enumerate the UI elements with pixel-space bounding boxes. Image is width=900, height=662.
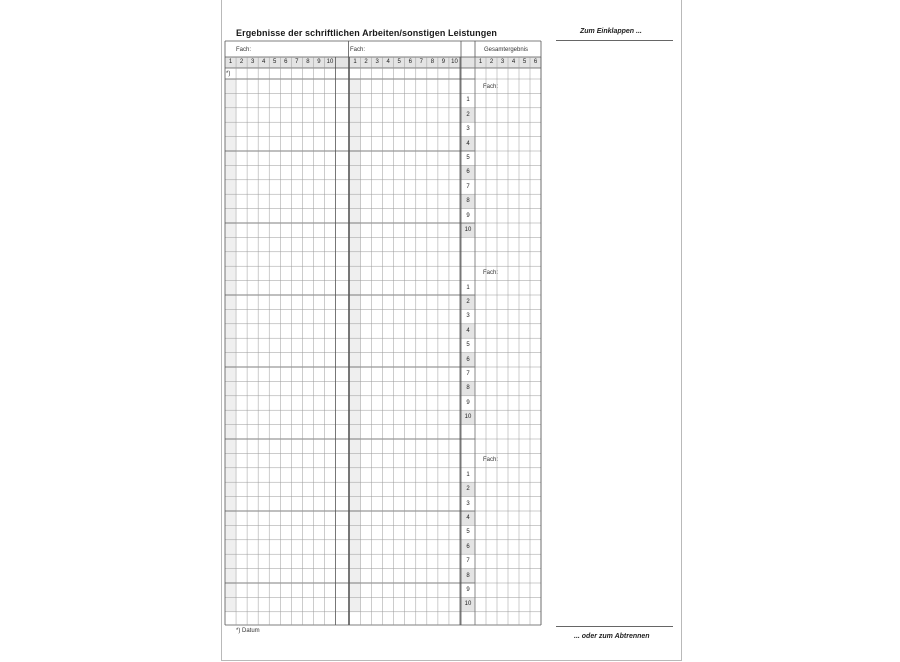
column-number: 7 — [419, 59, 423, 65]
shaded-cell — [350, 93, 361, 107]
row-number: 3 — [466, 500, 470, 507]
row-number: 6 — [466, 169, 470, 176]
form-sheet — [221, 0, 682, 661]
column-number: 3 — [375, 59, 379, 65]
column-number: 5 — [273, 59, 277, 65]
column-number: 4 — [386, 59, 390, 65]
fold-line-bottom — [556, 626, 673, 627]
shaded-cell — [225, 338, 236, 352]
column-number: 2 — [489, 59, 494, 65]
row-number: 6 — [466, 543, 470, 550]
column-number: 4 — [261, 59, 266, 65]
shaded-cell — [225, 381, 236, 395]
fach-label-2: Fach: — [350, 47, 366, 53]
shaded-cell — [225, 425, 236, 439]
column-number: 6 — [533, 59, 538, 65]
row-number: 4 — [466, 327, 470, 334]
column-number: 6 — [408, 59, 412, 65]
column-number: 10 — [451, 59, 458, 65]
shaded-cell — [225, 194, 236, 208]
sheet-title: Ergebnisse der schriftlichen Arbeiten/sonstigen Leistungen — [236, 28, 498, 38]
shaded-cell — [350, 252, 361, 266]
shaded-cell — [350, 554, 361, 568]
column-number: 5 — [522, 59, 527, 65]
row-number: 1 — [466, 97, 470, 104]
shaded-cell — [225, 410, 236, 424]
row-number: 5 — [466, 342, 470, 349]
shaded-cell — [350, 367, 361, 381]
row-number: 2 — [466, 111, 470, 118]
fach-label-1: Fach: — [236, 47, 252, 53]
shaded-cell — [350, 295, 361, 309]
row-number: 9 — [466, 399, 470, 406]
shaded-cell — [350, 165, 361, 179]
row-number: 6 — [466, 356, 470, 363]
row-number: 7 — [466, 371, 470, 377]
row-number: 7 — [466, 558, 470, 565]
shaded-cell — [350, 497, 361, 511]
column-number: 3 — [250, 59, 255, 65]
row-number: 2 — [466, 299, 470, 305]
shaded-cell — [225, 468, 236, 482]
row-number: 2 — [466, 486, 470, 493]
shaded-cell — [225, 583, 236, 597]
shaded-cell — [225, 367, 236, 381]
row-number: 4 — [466, 515, 470, 521]
footnote-datum: *) Datum — [236, 628, 260, 634]
shaded-cell — [225, 453, 236, 467]
column-number: 6 — [284, 59, 288, 65]
shaded-cell — [350, 453, 361, 467]
shaded-cell — [350, 482, 361, 496]
shaded-cell — [350, 381, 361, 395]
shaded-cell — [225, 79, 236, 93]
shaded-cell — [225, 281, 236, 295]
gesamt-label: Gesamtergebnis — [484, 47, 529, 53]
shaded-cell — [225, 540, 236, 554]
shaded-cell — [225, 324, 236, 338]
shaded-cell — [225, 266, 236, 280]
row-number: 8 — [466, 572, 470, 579]
datum-marker: *) — [226, 71, 231, 77]
fach-label-block-2: Fach: — [483, 270, 499, 276]
shaded-cell — [225, 525, 236, 539]
shaded-cell — [350, 151, 361, 165]
shaded-cell — [225, 353, 236, 367]
row-number: 3 — [466, 313, 470, 320]
column-number: 4 — [511, 59, 516, 65]
column-number: 1 — [353, 59, 357, 65]
column-number: 2 — [239, 59, 244, 65]
shaded-cell — [350, 396, 361, 410]
column-number: 9 — [441, 59, 446, 65]
column-number: 1 — [478, 59, 483, 65]
shaded-cell — [225, 309, 236, 323]
shaded-cell — [225, 209, 236, 223]
shaded-cell — [225, 597, 236, 611]
shaded-cell — [350, 194, 361, 208]
row-number: 4 — [466, 140, 470, 147]
shaded-cell — [350, 180, 361, 194]
column-number: 10 — [326, 59, 334, 65]
row-number: 9 — [466, 212, 470, 219]
shaded-cell — [350, 266, 361, 280]
shaded-cell — [350, 425, 361, 439]
shaded-cell — [225, 180, 236, 194]
shaded-cell — [350, 309, 361, 323]
column-number: 3 — [500, 59, 505, 65]
column-number: 2 — [364, 59, 368, 65]
shaded-cell — [350, 223, 361, 237]
fach-label-block-1: Fach: — [483, 84, 499, 90]
shaded-cell — [350, 353, 361, 367]
shaded-cell — [225, 554, 236, 568]
row-number: 8 — [466, 198, 470, 205]
shaded-cell — [225, 122, 236, 136]
results-grid — [222, 0, 683, 662]
fach-label-block-3: Fach: — [483, 457, 499, 463]
column-number: 7 — [295, 59, 299, 65]
shaded-cell — [225, 108, 236, 122]
shaded-cell — [350, 79, 361, 93]
shaded-cell — [350, 237, 361, 251]
row-number: 5 — [466, 529, 470, 536]
row-number: 3 — [466, 126, 470, 133]
shaded-cell — [225, 497, 236, 511]
shaded-cell — [225, 439, 236, 453]
column-number: 8 — [430, 59, 435, 65]
shaded-cell — [350, 137, 361, 151]
shaded-cell — [350, 324, 361, 338]
column-number: 1 — [228, 59, 233, 65]
tear-off-label: ... oder zum Abtrennen — [574, 633, 650, 640]
row-number: 1 — [466, 471, 470, 478]
shaded-cell — [225, 295, 236, 309]
shaded-cell — [350, 525, 361, 539]
shaded-cell — [350, 511, 361, 525]
shaded-cell — [225, 93, 236, 107]
column-number: 9 — [317, 59, 321, 65]
shaded-cell — [225, 396, 236, 410]
fold-line-top — [556, 40, 673, 41]
shaded-cell — [225, 482, 236, 496]
shaded-cell — [225, 511, 236, 525]
row-number: 10 — [464, 414, 472, 421]
shaded-cell — [225, 223, 236, 237]
row-number: 10 — [464, 601, 472, 608]
shaded-cell — [350, 281, 361, 295]
shaded-cell — [225, 569, 236, 583]
shaded-cell — [350, 108, 361, 122]
shaded-cell — [225, 137, 236, 151]
row-number: 5 — [466, 155, 470, 161]
shaded-cell — [350, 583, 361, 597]
shaded-cell — [225, 237, 236, 251]
row-number: 1 — [466, 284, 470, 291]
shaded-cell — [350, 597, 361, 611]
fold-label: Zum Einklappen ... — [580, 28, 642, 35]
shaded-cell — [350, 338, 361, 352]
shaded-cell — [225, 252, 236, 266]
shaded-cell — [350, 569, 361, 583]
shaded-cell — [350, 122, 361, 136]
column-number: 8 — [306, 59, 310, 65]
shaded-cell — [225, 151, 236, 165]
shaded-cell — [350, 468, 361, 482]
shaded-cell — [350, 540, 361, 554]
column-number: 5 — [397, 59, 401, 65]
shaded-cell — [225, 165, 236, 179]
row-number: 8 — [466, 385, 470, 392]
shaded-cell — [350, 439, 361, 453]
shaded-cell — [350, 209, 361, 223]
row-number: 10 — [464, 227, 472, 233]
row-number: 7 — [466, 183, 470, 190]
shaded-cell — [350, 410, 361, 424]
row-number: 9 — [466, 587, 470, 593]
